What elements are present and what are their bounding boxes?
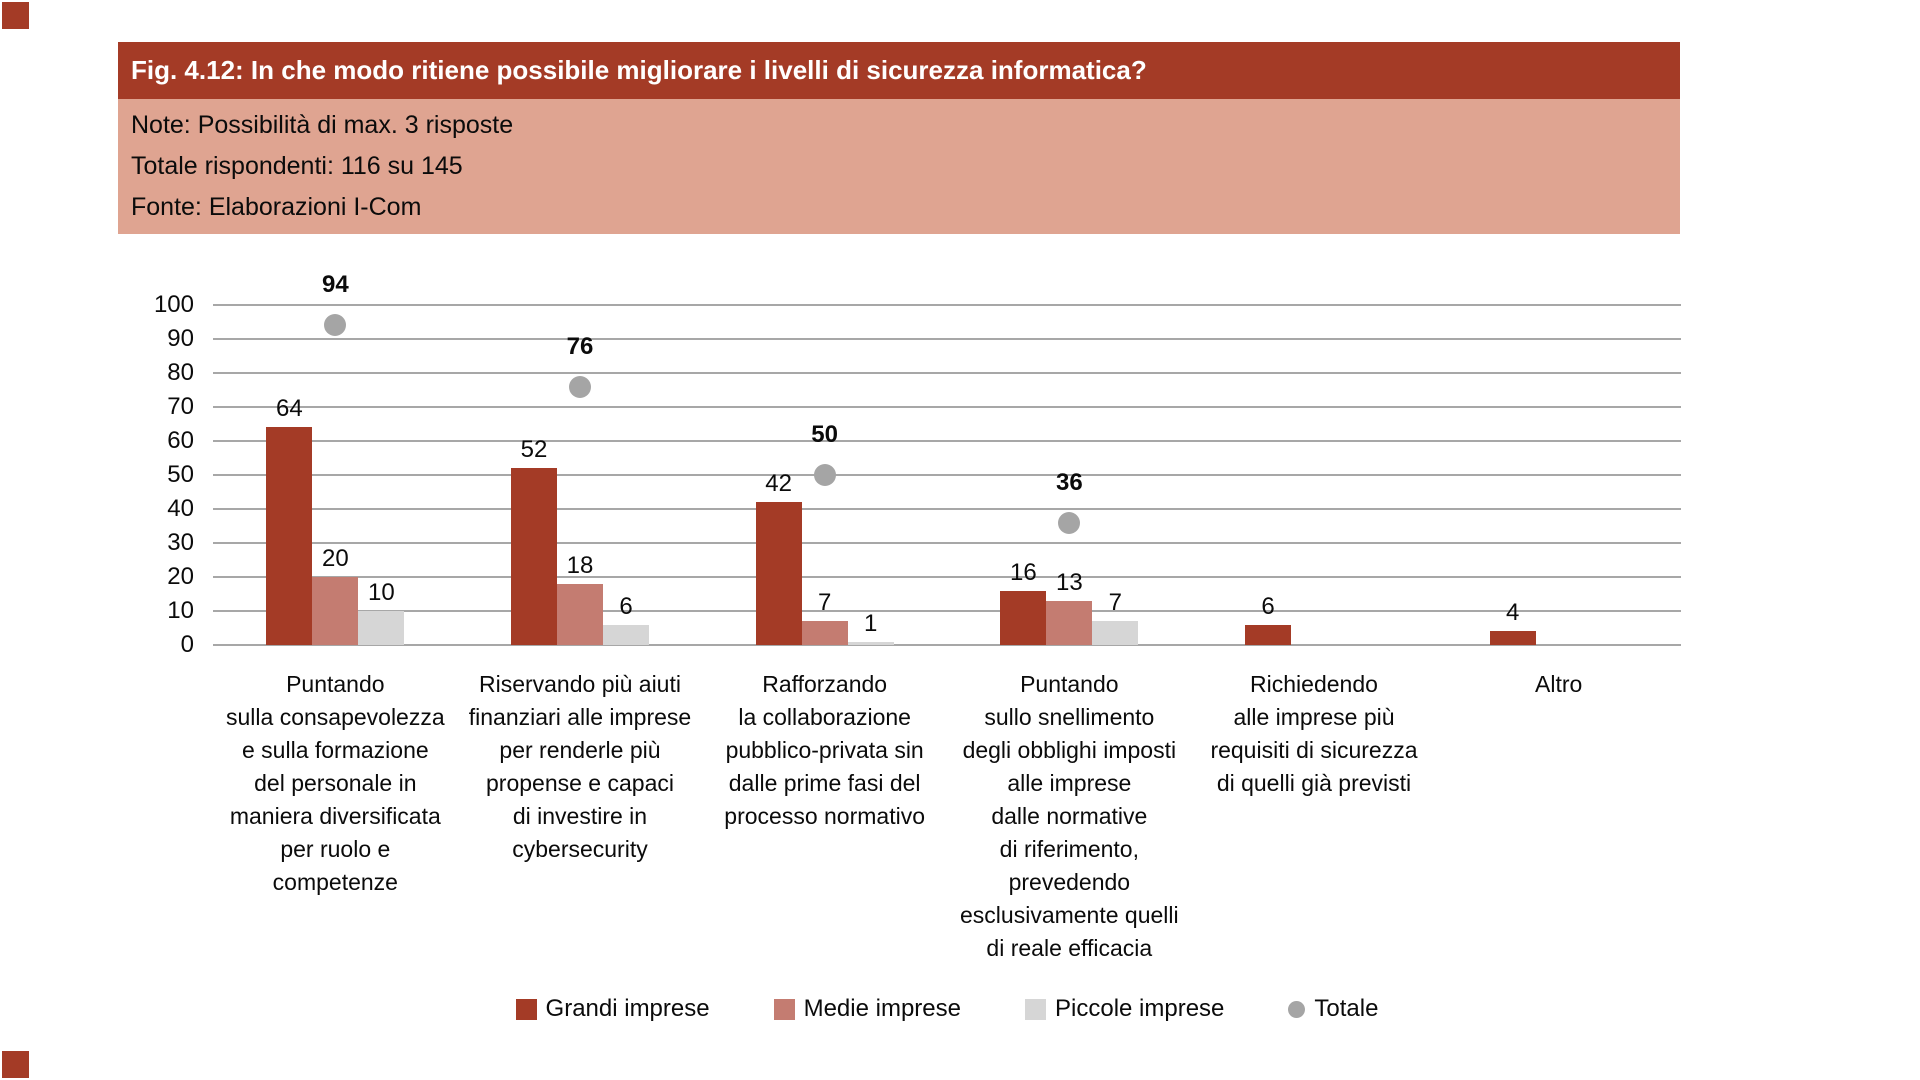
gridline-70 <box>213 406 1681 408</box>
legend <box>213 995 1681 1023</box>
x-category-label-2 <box>687 668 962 833</box>
x-category-label-3 <box>932 668 1207 965</box>
legend-square-swatch <box>1025 999 1046 1020</box>
y-tick-label-40: 40 <box>167 495 194 522</box>
gridline-50 <box>213 474 1681 476</box>
totale-value-label-3: 36 <box>1055 468 1083 496</box>
bar-grandi-imprese-4 <box>1245 625 1291 645</box>
y-tick-label-60: 60 <box>167 427 194 454</box>
gridline-20 <box>213 576 1681 578</box>
x-category-line: pubblico-privata sin <box>725 737 924 763</box>
y-tick-label-100: 100 <box>153 291 194 318</box>
bar-value-label-piccole-imprese-3: 7 <box>1108 589 1122 617</box>
x-category-line: di reale efficacia <box>986 935 1153 961</box>
x-category-line: finanziari alle imprese <box>468 704 692 730</box>
legend-square-swatch <box>774 999 795 1020</box>
legend-label-piccole-imprese: Piccole imprese <box>1055 995 1225 1022</box>
y-tick-label-70: 70 <box>167 393 194 420</box>
y-axis <box>108 291 198 658</box>
corner-accent-bottom-left <box>2 1051 29 1078</box>
y-tick-label-20: 20 <box>167 563 194 590</box>
x-category-label-0 <box>198 668 473 899</box>
legend-item-medie-imprese <box>774 995 961 1023</box>
plot-area <box>213 271 1681 645</box>
x-category-line: alle imprese più <box>1233 704 1395 730</box>
x-category-line: esclusivamente quelli <box>960 902 1179 928</box>
x-category-line: Altro <box>1535 671 1583 697</box>
legend-item-totale <box>1288 995 1378 1023</box>
x-category-line: per ruolo e <box>280 836 391 862</box>
bar-value-label-medie-imprese-1: 18 <box>566 551 594 579</box>
x-category-line: dalle normative <box>991 803 1148 829</box>
x-category-line: Rafforzando <box>762 671 888 697</box>
x-axis <box>213 668 1681 978</box>
legend-item-grandi-imprese <box>516 995 710 1023</box>
bar-grandi-imprese-2 <box>756 502 802 645</box>
gridline-60 <box>213 440 1681 442</box>
x-category-line: di quelli già previsti <box>1216 770 1412 796</box>
bar-value-label-grandi-imprese-0: 64 <box>275 395 303 423</box>
bar-value-label-medie-imprese-2: 7 <box>817 589 832 617</box>
legend-dot-swatch <box>1288 1001 1305 1018</box>
x-category-line: sullo snellimento <box>984 704 1155 730</box>
x-category-line: prevedendo <box>1008 869 1131 895</box>
totale-dot-0 <box>324 314 346 336</box>
x-category-line: propense e capaci <box>486 770 674 796</box>
figure-notes <box>118 99 1680 234</box>
totale-dot-1 <box>569 376 591 398</box>
x-category-line: maniera diversificata <box>229 803 441 829</box>
y-tick-label-0: 0 <box>180 631 194 658</box>
gridline-30 <box>213 542 1681 544</box>
bar-value-label-grandi-imprese-1: 52 <box>520 436 548 464</box>
totale-dot-2 <box>814 464 836 486</box>
x-category-line: di investire in <box>512 803 648 829</box>
legend-label-totale: Totale <box>1314 995 1379 1022</box>
gridline-10 <box>213 610 1681 612</box>
x-category-line: alle imprese <box>1007 770 1132 796</box>
gridline-100 <box>213 304 1681 306</box>
y-tick-label-30: 30 <box>167 529 194 556</box>
bar-value-label-medie-imprese-0: 20 <box>321 545 349 572</box>
corner-accent-top-left <box>2 2 29 29</box>
figure-title-bar <box>118 42 1680 99</box>
legend-label-medie-imprese: Medie imprese <box>803 995 961 1022</box>
x-category-line: degli obblighi imposti <box>962 737 1177 763</box>
x-category-line: Puntando <box>1020 671 1119 697</box>
bar-piccole-imprese-2 <box>848 642 894 645</box>
x-category-line: requisiti di sicurezza <box>1210 737 1418 763</box>
gridline-80 <box>213 372 1681 374</box>
bar-value-label-medie-imprese-3: 13 <box>1055 568 1083 596</box>
gridline-90 <box>213 338 1681 340</box>
x-category-line: processo normativo <box>724 803 925 829</box>
legend-item-piccole-imprese <box>1025 995 1224 1023</box>
y-tick-label-50: 50 <box>167 461 194 488</box>
x-category-label-1 <box>443 668 718 866</box>
bar-value-label-grandi-imprese-5: 4 <box>1505 599 1520 627</box>
legend-label-grandi-imprese: Grandi imprese <box>545 995 710 1022</box>
y-tick-label-80: 80 <box>167 359 194 386</box>
bar-piccole-imprese-3 <box>1092 621 1138 645</box>
x-category-line: sulla consapevolezza <box>226 704 445 730</box>
x-category-line: del personale in <box>254 770 417 796</box>
note-line-possibilita: Note: Possibilità di max. 3 risposte <box>131 111 514 139</box>
note-line-fonte: Fonte: Elaborazioni I-Com <box>131 193 422 221</box>
bar-value-label-piccole-imprese-1: 6 <box>619 592 633 620</box>
bar-value-label-grandi-imprese-3: 16 <box>1009 558 1037 586</box>
bar-piccole-imprese-0 <box>358 611 404 645</box>
totale-value-label-2: 50 <box>811 421 838 448</box>
y-tick-label-90: 90 <box>167 325 194 352</box>
bar-grandi-imprese-5 <box>1490 631 1536 645</box>
bar-value-label-piccole-imprese-2: 1 <box>863 609 878 637</box>
y-tick-label-10: 10 <box>167 597 194 624</box>
x-category-line: cybersecurity <box>512 836 648 862</box>
x-category-line: competenze <box>272 869 398 895</box>
bar-value-label-piccole-imprese-0: 10 <box>367 579 395 606</box>
bar-value-label-grandi-imprese-4: 6 <box>1261 592 1275 620</box>
x-category-line: e sulla formazione <box>242 737 429 763</box>
x-category-line: di riferimento, <box>999 836 1139 862</box>
totale-dot-3 <box>1058 512 1080 534</box>
x-category-line: Richiedendo <box>1250 671 1378 697</box>
bar-piccole-imprese-1 <box>603 625 649 645</box>
x-category-label-4 <box>1177 668 1452 800</box>
legend-square-swatch <box>516 999 537 1020</box>
x-category-line: dalle prime fasi del <box>728 770 921 796</box>
x-category-line: la collaborazione <box>738 704 911 730</box>
gridline-40 <box>213 508 1681 510</box>
figure-title: Fig. 4.12: In che modo ritiene possibile migliorare i livelli di sicurezza informatica? <box>131 55 1147 85</box>
bar-grandi-imprese-0 <box>266 427 312 645</box>
totale-value-label-0: 94 <box>321 271 349 299</box>
x-category-line: Riservando più aiuti <box>478 671 681 697</box>
gridline-0 <box>213 644 1681 646</box>
bar-value-label-grandi-imprese-2: 42 <box>765 470 792 498</box>
totale-value-label-1: 76 <box>566 332 594 360</box>
x-category-label-5 <box>1421 668 1696 701</box>
bar-grandi-imprese-3 <box>1000 591 1046 645</box>
x-category-line: per renderle più <box>499 737 661 763</box>
x-category-line: Puntando <box>286 671 385 697</box>
note-line-rispondenti: Totale rispondenti: 116 su 145 <box>131 152 463 180</box>
